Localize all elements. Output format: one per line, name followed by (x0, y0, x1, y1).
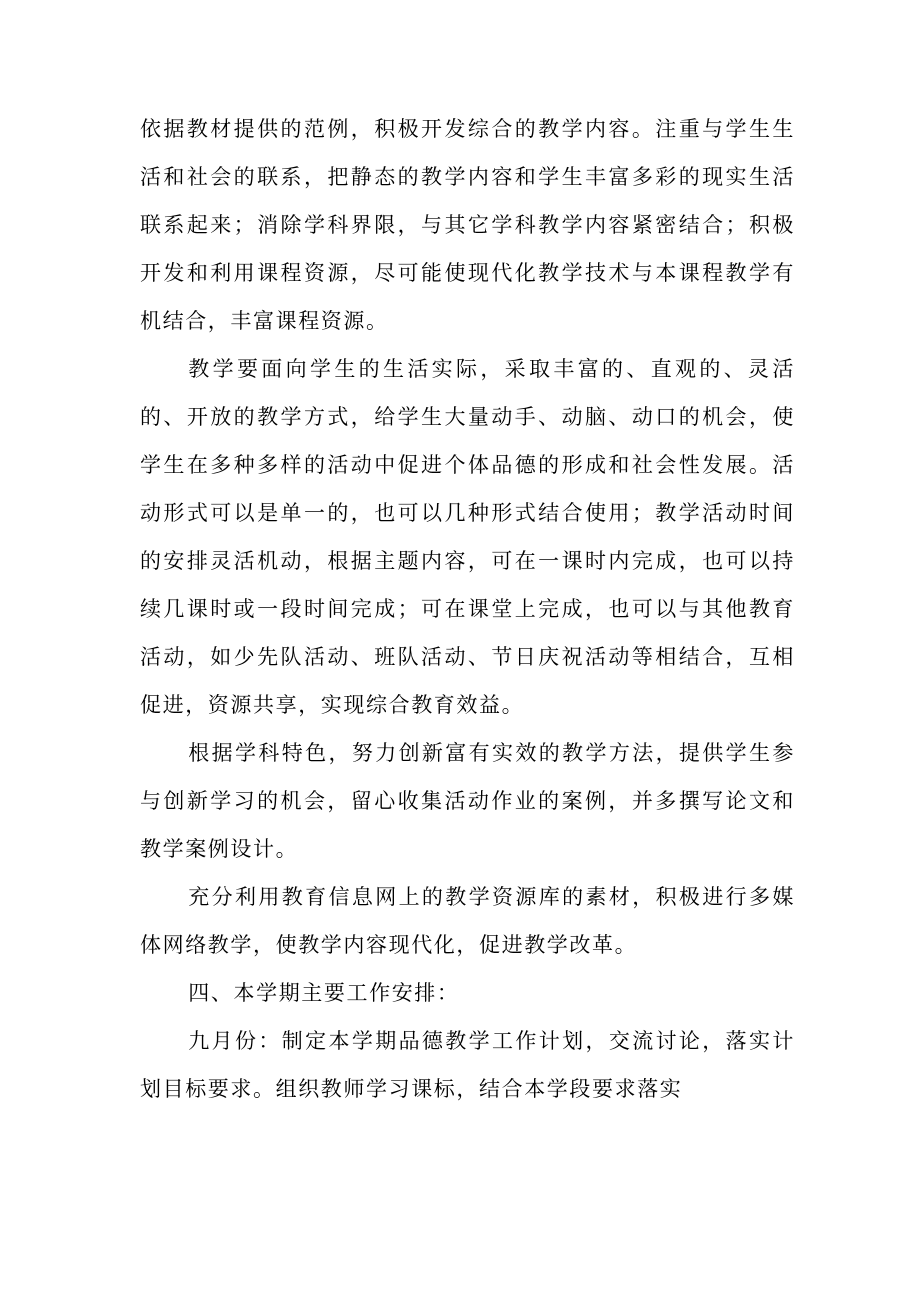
document-body (140, 105, 795, 1113)
paragraph-4: 充分利用教育信息网上的教学资源库的素材，积极进行多媒体网络教学，使教学内容现代化，促进教学改革。 (140, 885, 795, 957)
paragraph-september: 九月份：制定本学期品德教学工作计划，交流讨论，落实计划目标要求。组织教师学习课标，结合本学段要求落实 (140, 1029, 795, 1101)
paragraph-1: 依据教材提供的范例，积极开发综合的教学内容。注重与学生生活和社会的联系，把静态的教学内容和学生丰富多彩的现实生活联系起来；消除学科界限，与其它学科教学内容紧密结合；积极开发和利用课程资源，尽可能使现代化教学技术与本课程教学有机结合，丰富课程资源。 (140, 117, 795, 333)
section-heading-4: 四、本学期主要工作安排： (188, 981, 460, 1005)
paragraph-2: 教学要面向学生的生活实际，采取丰富的、直观的、灵活的、开放的教学方式，给学生大量动手、动脑、动口的机会，使学生在多种多样的活动中促进个体品德的形成和社会性发展。活动形式可以是单一的，也可以几种形式结合使用；教学活动时间的安排灵活机动，根据主题内容，可在一课时内完成，也可以持续几课时或一段时间完成；可在课堂上完成，也可以与其他教育活动，如少先队活动、班队活动、节日庆祝活动等相结合，互相促进，资源共享，实现综合教育效益。 (140, 357, 795, 717)
paragraph-3: 根据学科特色，努力创新富有实效的教学方法，提供学生参与创新学习的机会，留心收集活动作业的案例，并多撰写论文和教学案例设计。 (140, 741, 795, 861)
